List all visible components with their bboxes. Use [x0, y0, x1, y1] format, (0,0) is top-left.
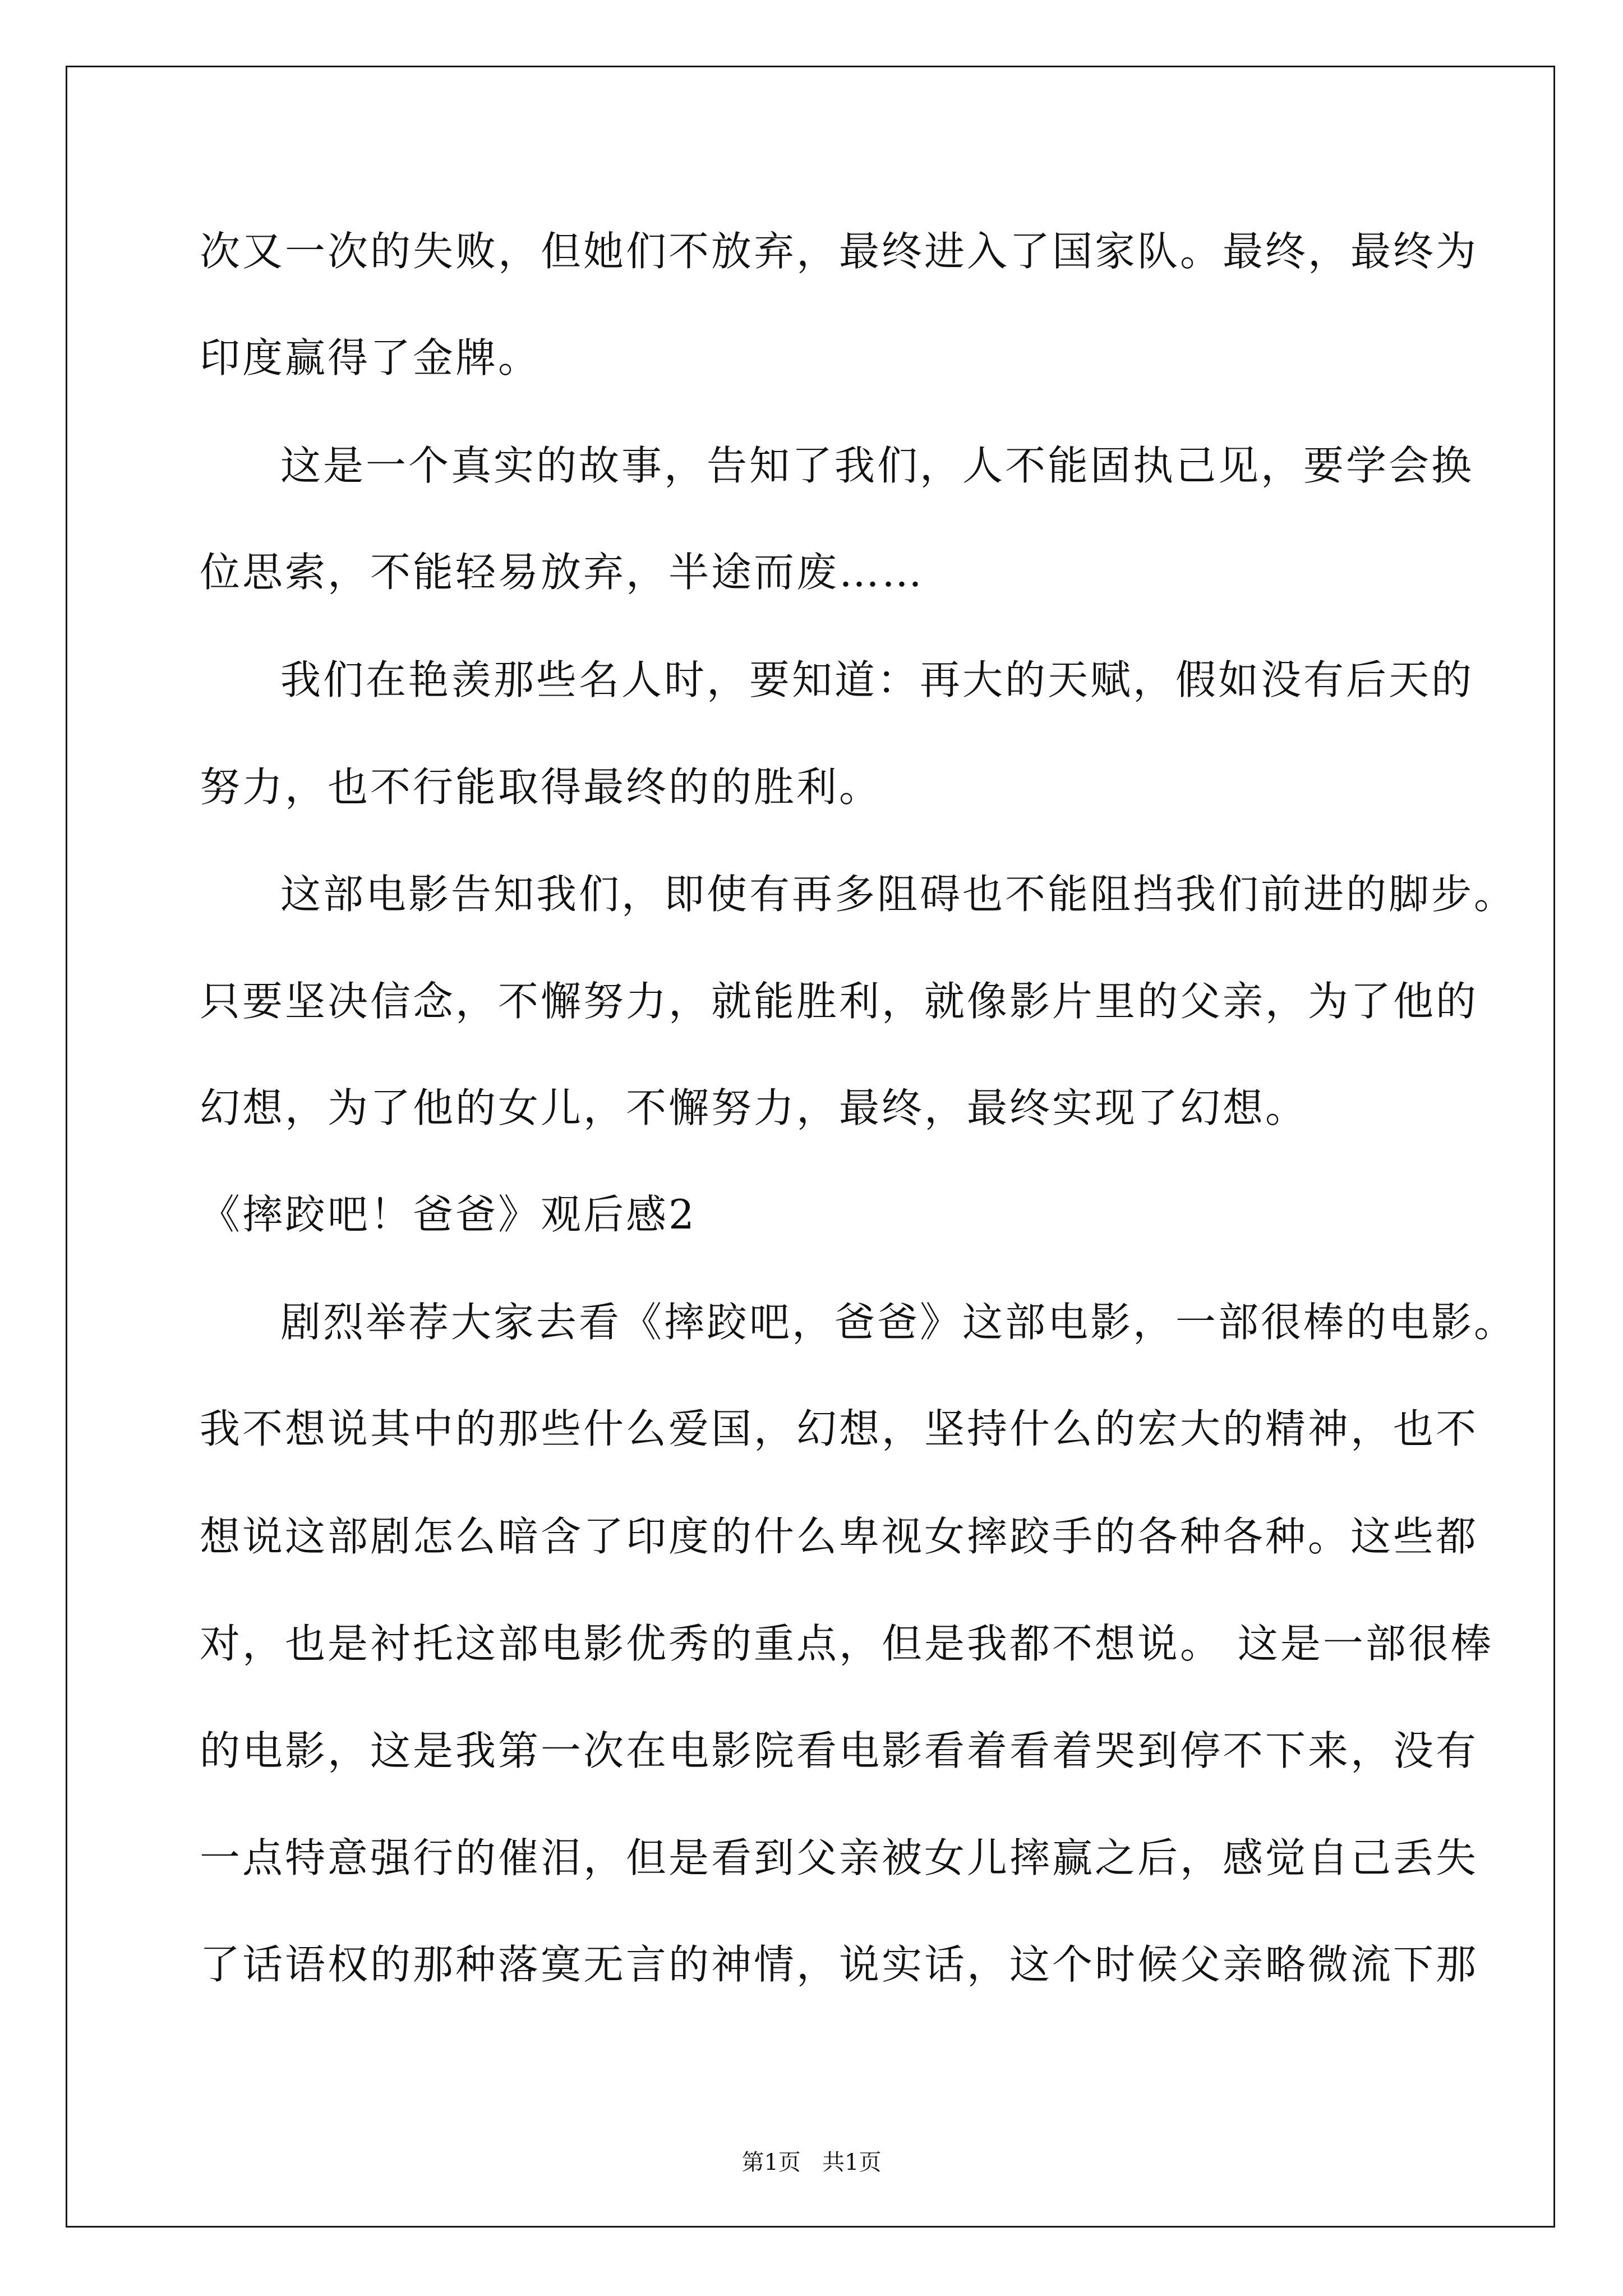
body-line: 我们在艳羡那些名人时，要知道：再大的天赋，假如没有后天的: [280, 656, 1474, 703]
body-line: 剧烈举荐大家去看《摔跤吧，爸爸》这部电影，一部很棒的电影。: [280, 1299, 1517, 1346]
body-line: 位思索，不能轻易放弃，半途而废……: [200, 549, 925, 596]
body-line: 的电影，这是我第一次在电影院看电影看着看着哭到停不下来，没有: [200, 1727, 1479, 1774]
body-line: 这部电影告知我们，即使有再多阻碍也不能阻挡我们前进的脚步。: [280, 871, 1517, 918]
body-line: 幻想，为了他的女儿，不懈努力，最终，最终实现了幻想。: [200, 1084, 1308, 1131]
body-line: 只要坚决信念，不懈努力，就能胜利，就像影片里的父亲，为了他的: [200, 978, 1479, 1025]
body-line: 印度赢得了金牌。: [200, 334, 541, 381]
body-line: 这是一个真实的故事，告知了我们，人不能固执己见，要学会换: [280, 442, 1474, 489]
body-line: 对，也是衬托这部电影优秀的重点，但是我都不想说。 这是一部很棒: [200, 1620, 1493, 1667]
body-line: 我不想说其中的那些什么爱国，幻想，坚持什么的宏大的精神，也不: [200, 1405, 1479, 1452]
body-line: 努力，也不行能取得最终的的胜利。: [200, 763, 882, 811]
body-line: 次又一次的失败，但她们不放弃，最终进入了国家队。最终，最终为: [200, 228, 1479, 275]
page-border: [66, 66, 1555, 2228]
section-heading: 《摔跤吧！爸爸》观后感2: [200, 1191, 697, 1238]
body-line: 一点特意强行的催泪，但是看到父亲被女儿摔赢之后，感觉自己丢失: [200, 1834, 1479, 1881]
body-line: 了话语权的那种落寞无言的神情，说实话，这个时候父亲略微流下那: [200, 1941, 1479, 1988]
body-line: 想说这部剧怎么暗含了印度的什么卑视女摔跤手的各种各种。这些都: [200, 1513, 1479, 1560]
page-number: 第1页 共1页: [741, 2150, 882, 2175]
